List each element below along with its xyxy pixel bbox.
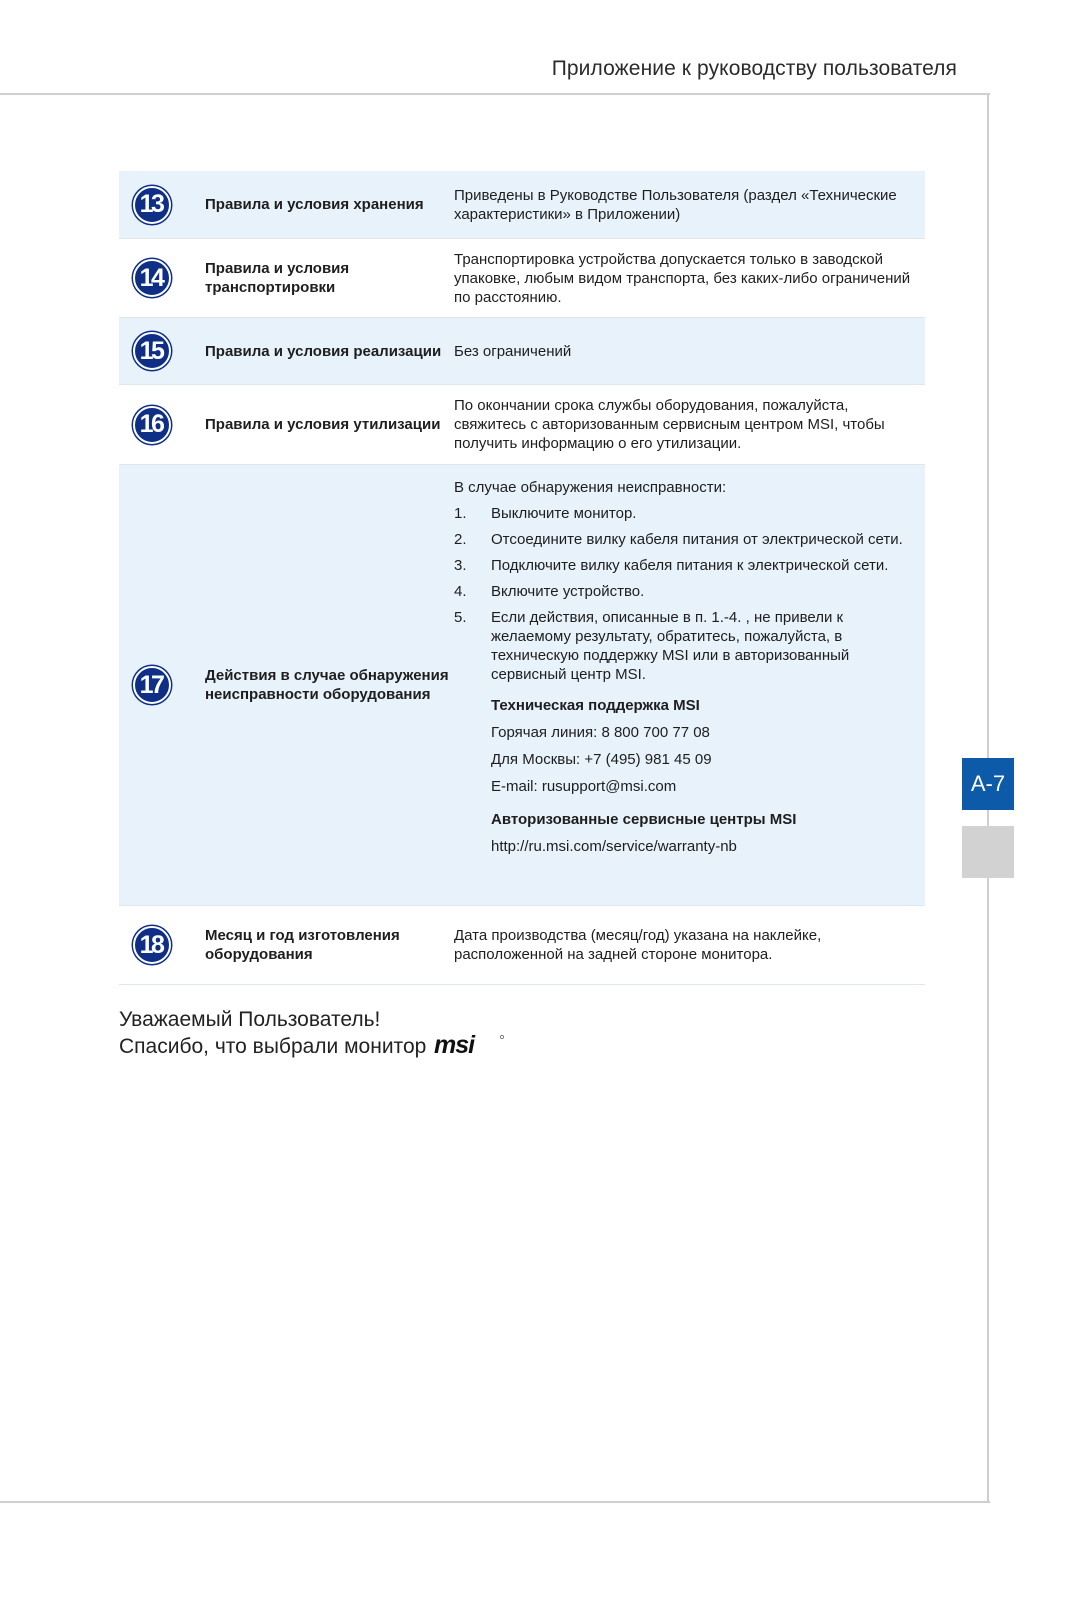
- row-description: Дата производства (месяц/год) указана на наклейке, расположенной на задней стороне монитора.: [454, 927, 822, 963]
- thanks-line: [119, 1033, 506, 1064]
- malfunction-intro: В случае обнаружения неисправности:: [454, 479, 727, 496]
- item-number-badge: 17: [133, 666, 171, 704]
- list-item: [454, 556, 911, 575]
- frame-bottom-rule: [0, 1501, 990, 1503]
- greeting-line: Уважаемый Пользователь!: [119, 1008, 381, 1031]
- page-number-tab: A-7: [962, 758, 1014, 810]
- row-description: Приведены в Руководстве Пользователя (раздел «Технические характеристики» в Приложении): [454, 186, 897, 223]
- step-text: Подключите вилку кабеля питания к электрической сети.: [491, 557, 889, 574]
- table-row: [119, 906, 925, 985]
- item-number-badge: 13: [133, 186, 171, 224]
- list-item: [454, 582, 911, 601]
- step-text: Если действия, описанные в п. 1.-4. , не привели к желаемому результату, обратитесь, пожалуйста, в техническую поддержку MSI или в авторизованный сервисный центр MSI.: [491, 609, 850, 683]
- moscow-phone-text: Для Москвы: +7 (495) 981 45 09: [491, 751, 712, 768]
- row-label: Правила и условия хранения: [205, 196, 424, 213]
- frame-top-rule: [0, 93, 990, 95]
- row-label: Месяц и год изготовления оборудования: [205, 927, 400, 963]
- msi-logo: [432, 1033, 506, 1064]
- step-number: 1.: [454, 505, 467, 522]
- row-description: [454, 465, 925, 905]
- support-contacts: [454, 696, 911, 856]
- list-item: [454, 530, 911, 549]
- item-number-badge: 16: [133, 406, 171, 444]
- item-number-badge: 14: [133, 259, 171, 297]
- support-heading: Техническая поддержка MSI: [491, 697, 700, 714]
- row-description: Транспортировка устройства допускается только в заводской упаковке, любым видом транспорта, без каких-либо ограничений по расстоянию.: [454, 250, 911, 306]
- table-row: [119, 385, 925, 465]
- step-number: 5.: [454, 609, 467, 626]
- table-row: [119, 171, 925, 239]
- row-label: Правила и условия реализации: [205, 342, 442, 360]
- step-number: 4.: [454, 583, 467, 600]
- steps-list: [454, 504, 911, 684]
- support-email-text: E-mail: rusupport@msi.com: [491, 778, 677, 795]
- step-text: Выключите монитор.: [491, 505, 637, 522]
- row-description: По окончании срока службы оборудования, пожалуйста, свяжитесь с авторизованным сервисным центром MSI, чтобы получить информацию о его утилизации.: [454, 397, 885, 452]
- step-number: 2.: [454, 531, 467, 548]
- step-text: Отсоедините вилку кабеля питания от электрической сети.: [491, 531, 903, 548]
- service-centers-link[interactable]: http://ru.msi.com/service/warranty-nb: [491, 838, 737, 855]
- list-item: [454, 608, 911, 684]
- service-centers-heading: Авторизованные сервисные центры MSI: [491, 811, 797, 828]
- hotline-text: Горячая линия: 8 800 700 77 08: [491, 724, 710, 741]
- msi-logo-icon: [432, 1033, 506, 1057]
- table-row: [119, 239, 925, 318]
- item-number-badge: 18: [133, 926, 171, 964]
- table-row: [119, 465, 925, 906]
- step-text: Включите устройство.: [491, 583, 645, 600]
- thanks-text: Спасибо, что выбрали монитор: [119, 1035, 427, 1058]
- list-item: [454, 504, 911, 523]
- svg-text:msi: msi: [434, 1033, 475, 1057]
- page-header-title: Приложение к руководству пользователя: [551, 57, 957, 80]
- row-description: Без ограничений: [454, 342, 572, 360]
- step-number: 3.: [454, 557, 467, 574]
- row-label: Действия в случае обнаружения неисправности оборудования: [205, 667, 449, 703]
- row-label: Правила и условия утилизации: [205, 416, 441, 433]
- item-number-badge: 15: [133, 332, 171, 370]
- row-label: Правила и условия транспортировки: [205, 260, 350, 296]
- page-tab-marker: [962, 826, 1014, 878]
- closing-greeting: [119, 1007, 506, 1064]
- table-row: [119, 318, 925, 385]
- info-table: [119, 171, 925, 985]
